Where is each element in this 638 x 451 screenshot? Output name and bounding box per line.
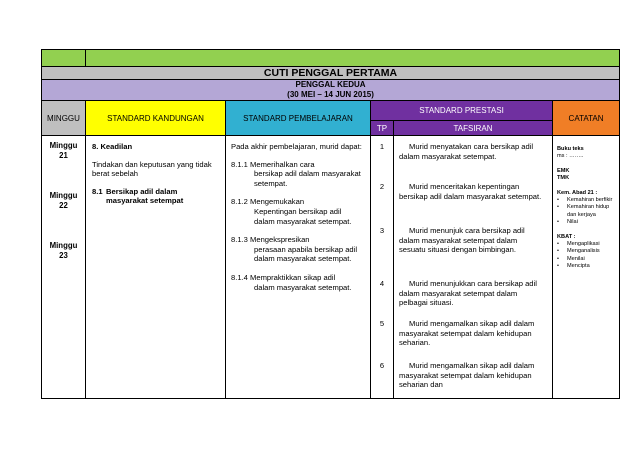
list-item: • Menganalisis [565,248,616,255]
col-minggu: MINGGU [42,101,86,136]
tafsiran-cell [394,136,553,399]
pembelajaran-item [231,160,364,189]
tafsiran-text: Murid menyatakan cara bersikap adil dalam masyarakat setempat. [399,142,534,161]
pembelajaran-item-no: 8.1.2 [231,197,248,207]
standard-kandungan-item [92,187,217,206]
standard-kandungan-no: 8.1 [92,186,103,196]
col-standard-kandungan: STANDARD KANDUNGAN [86,101,226,136]
week-22: Minggu 22 [49,191,78,210]
buku-teks-label: Buku teks [557,146,584,152]
rpt-document [41,49,619,399]
col-tp: TP [371,121,394,136]
kbat-list [557,241,616,271]
pembelajaran-item-no: 8.1.1 [231,159,248,169]
green-bar-left [42,50,86,67]
tafsiran-text: Murid mengamalkan sikap adil dalam masyarakat setempat dalam kehidupan seharian. [399,319,535,348]
col-standard-prestasi: STANDARD PRESTASI [371,101,553,121]
catatan-cell [553,136,620,399]
kbat-title: KBAT : [557,233,576,240]
pembelajaran-item-lead: Mempraktikkan sikap adil [250,272,336,282]
kem-abad-title: Kem. Abad 21 : [557,189,598,196]
pembelajaran-item-lead: Mengemukakan [250,197,305,207]
date-range: (30 MEI – 14 JUN 2015) [287,90,374,99]
pembelajaran-item-rest: bersikap adil dalam masyarakat setempat. [254,169,361,188]
list-item: • Nilai [565,219,616,226]
tp-cell [371,136,394,399]
list-item: • Menilai [565,256,616,263]
pembelajaran-item [231,235,364,264]
tafsiran-text: Murid menunjukkan cara bersikap adil dalam masyarakat setempat dalam pelbagai situasi. [399,279,537,308]
pembelajaran-cell [226,136,371,399]
week-21: Minggu 21 [49,141,78,160]
emk-label: EMK [557,167,570,174]
unit-description: Tindakan dan keputusan yang tidak berat sebelah [92,159,212,179]
kem-abad-list [557,197,616,227]
pembelajaran-item-no: 8.1.4 [231,272,248,282]
tp-number: 2 [379,182,385,191]
tafsiran-text: Murid mengamalkan sikap adil dalam masyarakat setempat dalam kehidupan seharian dan [399,361,535,390]
tp-number: 3 [379,226,385,235]
tp-number: 6 [379,361,385,370]
minggu-cell [42,136,86,399]
rpt-table [41,49,620,399]
col-tafsiran: TAFSIRAN [394,121,553,136]
tafsiran-text: Murid menunjuk cara bersikap adil dalam masyarakat setempat dalam sesuatu situasi dengan bimbingan. [399,226,525,255]
pembelajaran-item-lead: Memerihalkan cara [250,159,315,169]
tp-number: 1 [379,142,385,151]
week-23: Minggu 23 [49,241,78,260]
tp-number: 5 [379,319,385,328]
pembelajaran-item [231,197,364,226]
pembelajaran-item-no: 8.1.3 [231,235,248,245]
tafsiran-text: Murid menceritakan kepentingan bersikap adil dalam masyarakat setempat. [399,182,542,201]
list-item: • Kemahiran berfikir [565,197,616,204]
ms-label: ms : …….. [557,153,584,160]
tmk-label: TMK [557,175,570,182]
term-label: PENGGAL KEDUA [295,80,366,89]
page-title: CUTI PENGGAL PERTAMA [42,67,620,80]
pembelajaran-item-rest: dalam masyarakat setempat. [254,282,352,292]
term-header [42,80,620,101]
col-catatan: CATATAN [553,101,620,136]
pembelajaran-item [231,273,364,292]
standard-kandungan-text: Bersikap adil dalam masyarakat setempat [106,186,184,206]
list-item: • Mencipta [565,263,616,270]
col-standard-pembelajaran: STANDARD PEMBELAJARAN [226,101,371,136]
list-item: • Kemahiran hidup dan kerjaya [565,204,616,219]
pembelajaran-intro: Pada akhir pembelajaran, murid dapat: [231,142,362,151]
green-bar [86,50,620,67]
pembelajaran-item-lead: Mengekspresikan [250,235,310,245]
unit-title: 8. Keadilan [92,142,133,151]
tp-number: 4 [379,279,385,288]
pembelajaran-item-rest: Kepentingan bersikap adil dalam masyarakat setempat. [254,206,352,226]
pembelajaran-item-rest: perasaan apabila bersikap adil dalam masyarakat setempat. [254,244,358,264]
kandungan-cell [86,136,226,399]
list-item: • Mengaplikasi [565,241,616,248]
